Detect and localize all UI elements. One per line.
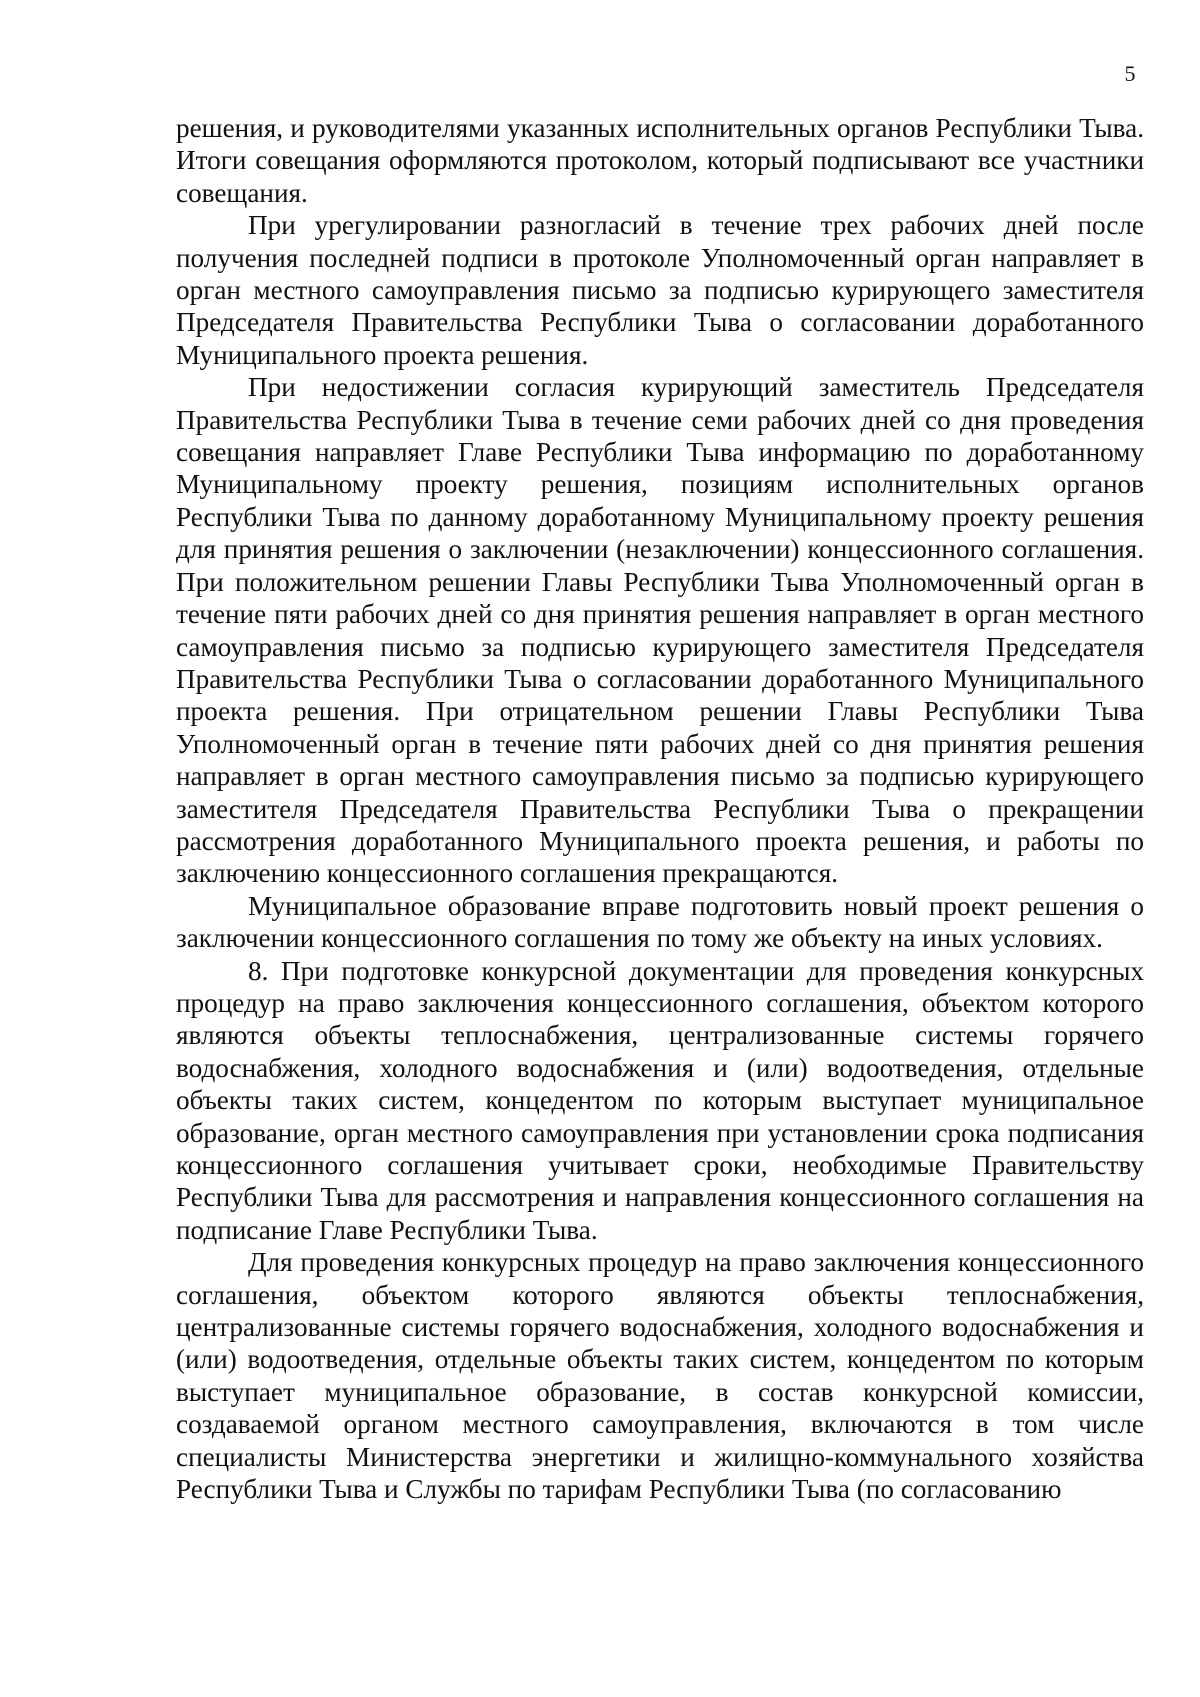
paragraph-continuation: решения, и руководителями указанных исполнительных органов Республики Тыва. Итоги совещания оформляются протоколом, который подписывают все участники совещания. xyxy=(176,113,1144,208)
paragraph-item-8: 8. При подготовке конкурсной документации для проведения конкурсных процедур на право заключения концессионного соглашения, объектом которого являются объекты теплоснабжения, централизованные системы горячего водоснабжения, холодного водоснабжения и (или) водоотведения, отдельные объекты таких систем, концедентом по которым выступает муниципальное образование, орган местного самоуправления при установлении срока подписания концессионного соглашения учитывает сроки, необходимые Правительству Республики Тыва для рассмотрения и направления концессионного соглашения на подписание Главе Республики Тыва. xyxy=(176,955,1144,1245)
document-body xyxy=(176,112,1144,1505)
page-number: 5 xyxy=(1124,61,1136,86)
paragraph-settlement-of-disagreements: При урегулировании разногласий в течение трех рабочих дней после получения последней подписи в протоколе Уполномоченный орган направляет в орган местного самоуправления письмо за подписью курирующего заместителя Председателя Правительства Республики Тыва о согласовании доработанного Муниципального проекта решения. xyxy=(176,210,1144,370)
paragraph-new-draft-right: Муниципальное образование вправе подготовить новый проект решения о заключении концессионного соглашения по тому же объекту на иных условиях. xyxy=(176,890,1144,954)
paragraph-no-agreement: При недостижении согласия курирующий заместитель Председателя Правительства Республики Тыва в течение семи рабочих дней со дня проведения совещания направляет Главе Республики Тыва информацию по доработанному Муниципальному проекту решения, позициям исполнительных органов Республики Тыва по данному доработанному Муниципальному проекту решения для принятия решения о заключении (незаключении) концессионного соглашения. При положительном решении Главы Республики Тыва Уполномоченный орган в течение пяти рабочих дней со дня принятия решения направляет в орган местного самоуправления письмо за подписью курирующего заместителя Председателя Правительства Республики Тыва о согласовании доработанного Муниципального проекта решения. При отрицательном решении Главы Республики Тыва Уполномоченный орган в течение пяти рабочих дней со дня принятия решения направляет в орган местного самоуправления письмо за подписью курирующего заместителя Председателя Правительства Республики Тыва о прекращении рассмотрения доработанного Муниципального проекта решения, и работы по заключению концессионного соглашения прекращаются. xyxy=(176,372,1144,889)
paragraph-competition-commission: Для проведения конкурсных процедур на право заключения концессионного соглашения, объектом которого являются объекты теплоснабжения, централизованные системы горячего водоснабжения, холодного водоснабжения и (или) водоотведения, отдельные объекты таких систем, концедентом по которым выступает муниципальное образование, в состав конкурсной комиссии, создаваемой органом местного самоуправления, включаются в том числе специалисты Министерства энергетики и жилищно-коммунального хозяйства Республики Тыва и Службы по тарифам Республики Тыва (по согласованию xyxy=(176,1247,1144,1505)
